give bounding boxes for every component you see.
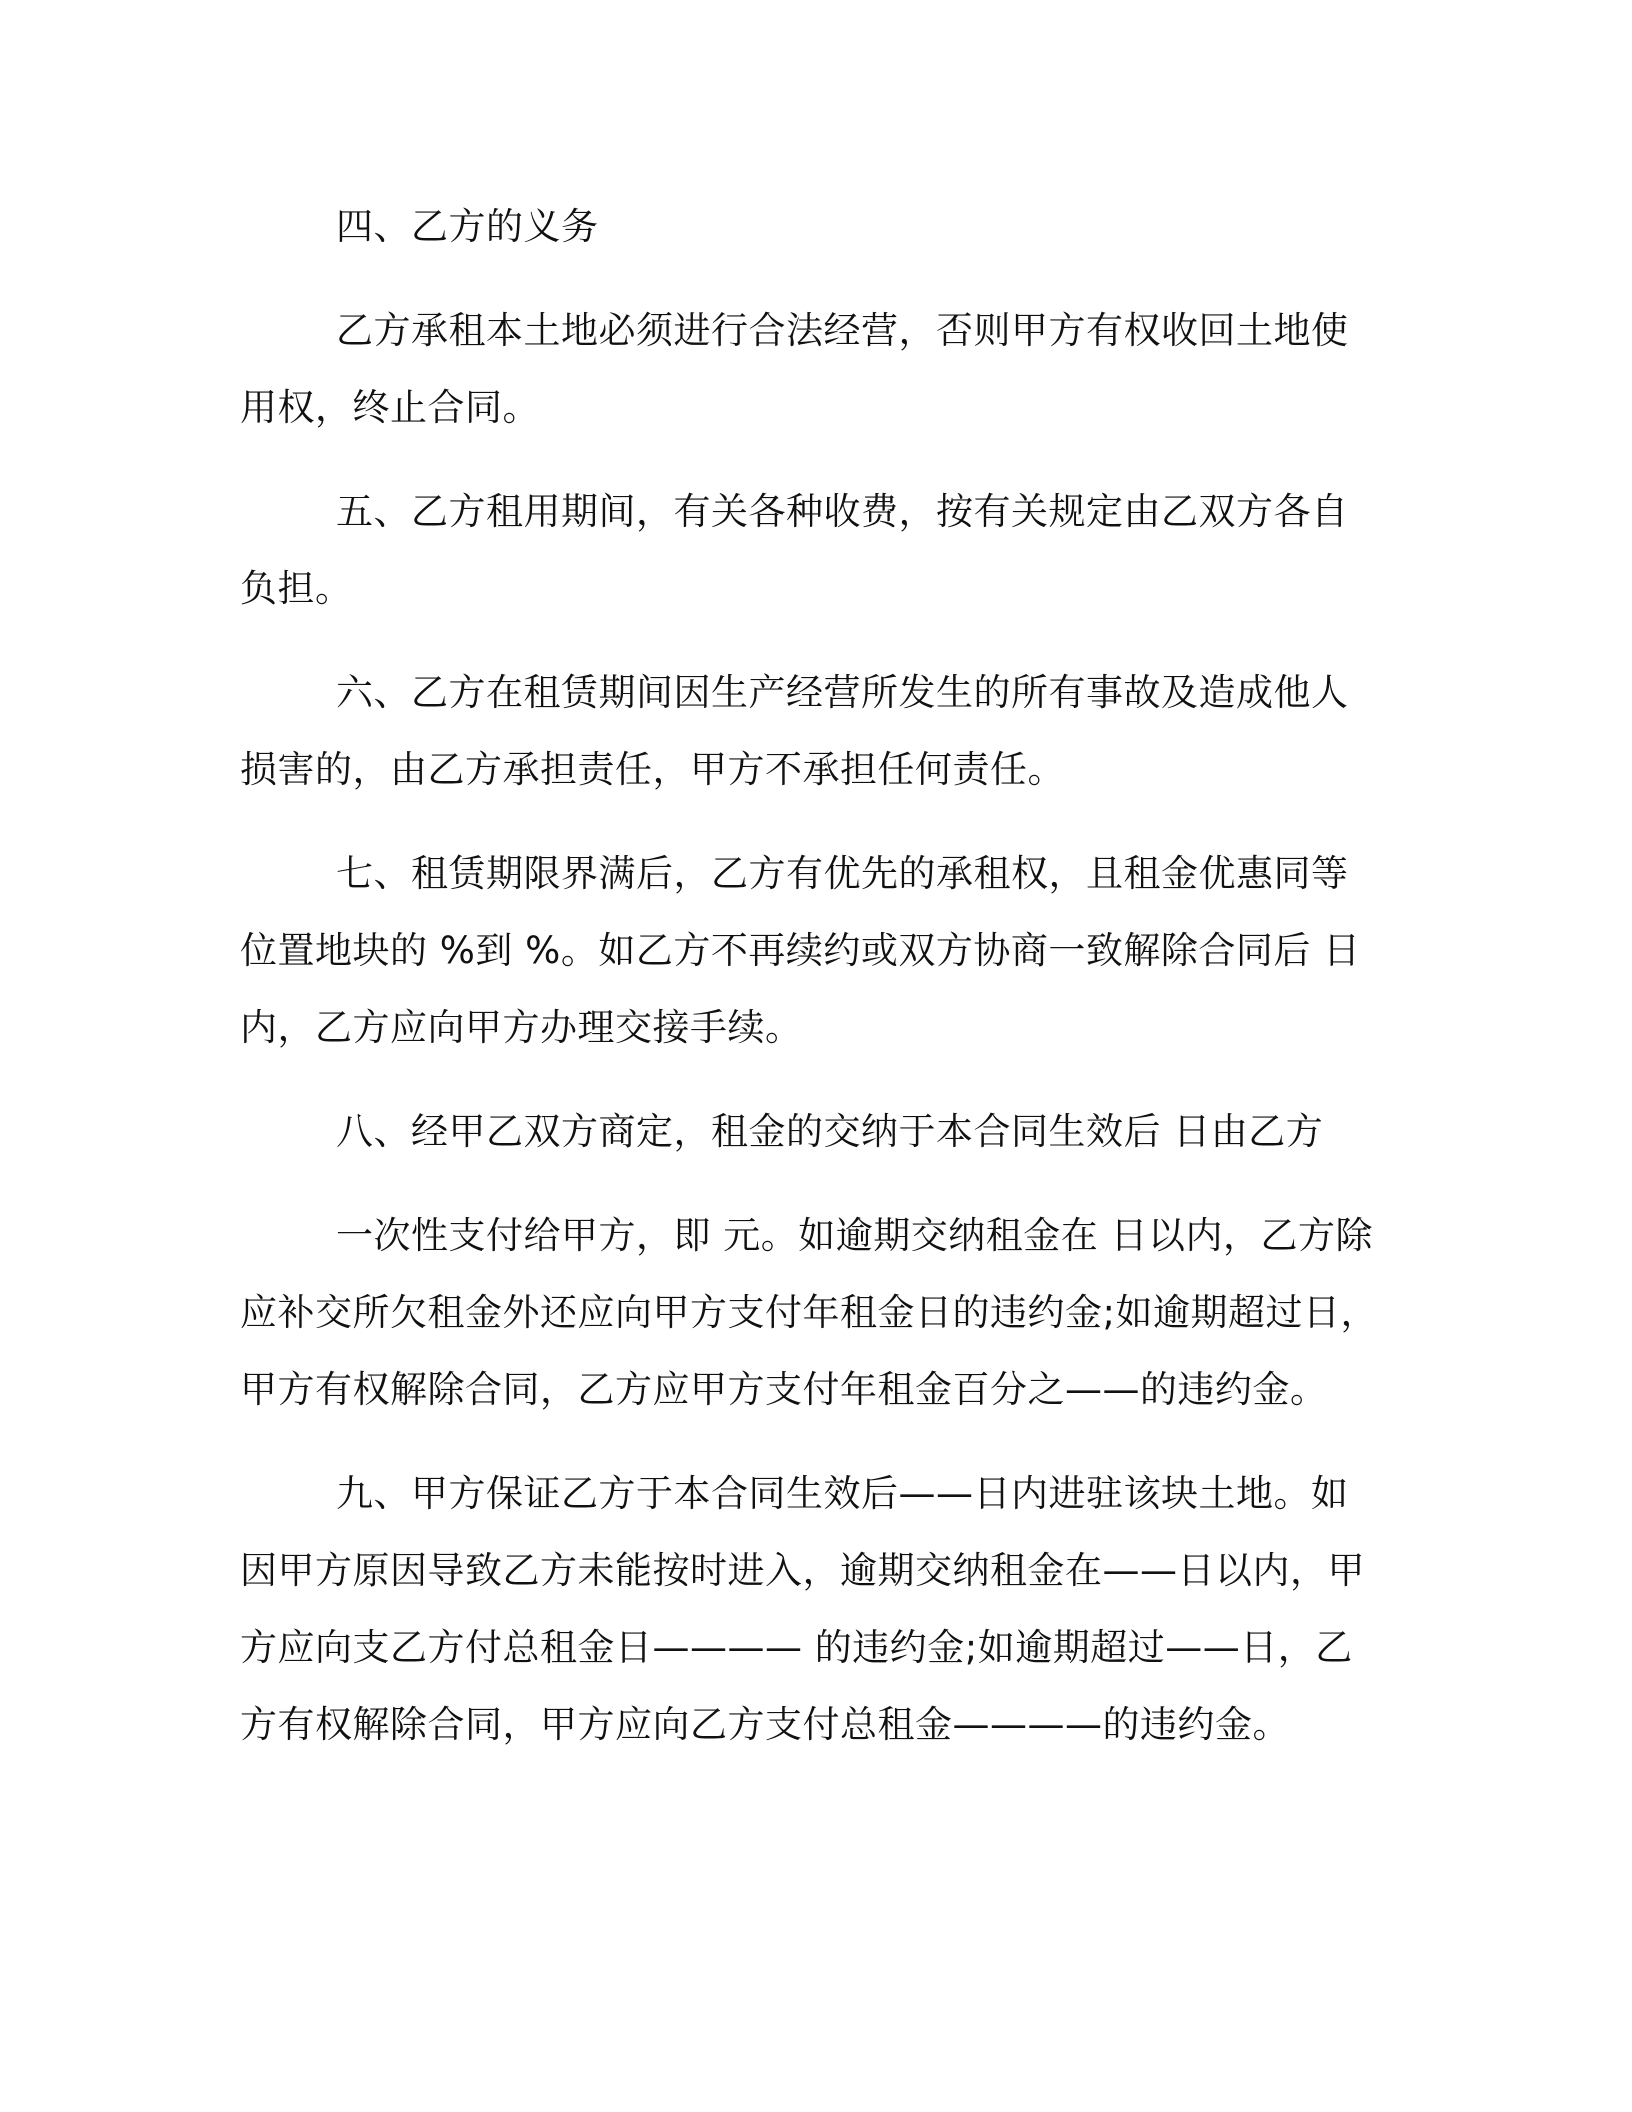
section-8-continued-text: 一次性支付给甲方，即 元。如逾期交纳租金在 日以内，乙方除应补交所欠租金外还应向甲方支付年租金日的违约金;如逾期超过日，甲方有权解除合同，乙方应甲方支付年租金百分之——的违约金。 [240,1214,1378,1411]
section-8-text: 八、经甲乙双方商定，租金的交纳于本合同生效后 日由乙方 [336,1110,1324,1153]
section-4-heading: 四、乙方的义务 [336,205,599,248]
section-9-text: 九、甲方保证乙方于本合同生效后——日内进驻该块土地。如因甲方原因导致乙方未能按时进入，逾期交纳租金在——日以内，甲方应向支乙方付总租金日———— 的违约金;如逾期超过——日，乙方有权解除合同，甲方应向乙方支付总租金————的违约金。 [240,1472,1365,1746]
section-7-text: 七、租赁期限界满后，乙方有优先的承租权，且租金优惠同等位置地块的 %到 %。如乙方不再续约或双方协商一致解除合同后 日内，乙方应向甲方办理交接手续。 [240,852,1361,1049]
section-4-text: 乙方承租本土地必须进行合法经营，否则甲方有权收回土地使用权，终止合同。 [240,309,1349,429]
document-body [240,188,1380,1763]
section-5-text: 五、乙方租用期间，有关各种收费，按有关规定由乙双方各自负担。 [240,490,1349,610]
section-6-text: 六、乙方在租赁期间因生产经营所发生的所有事故及造成他人损害的，由乙方承担责任，甲方不承担任何责任。 [240,671,1349,791]
